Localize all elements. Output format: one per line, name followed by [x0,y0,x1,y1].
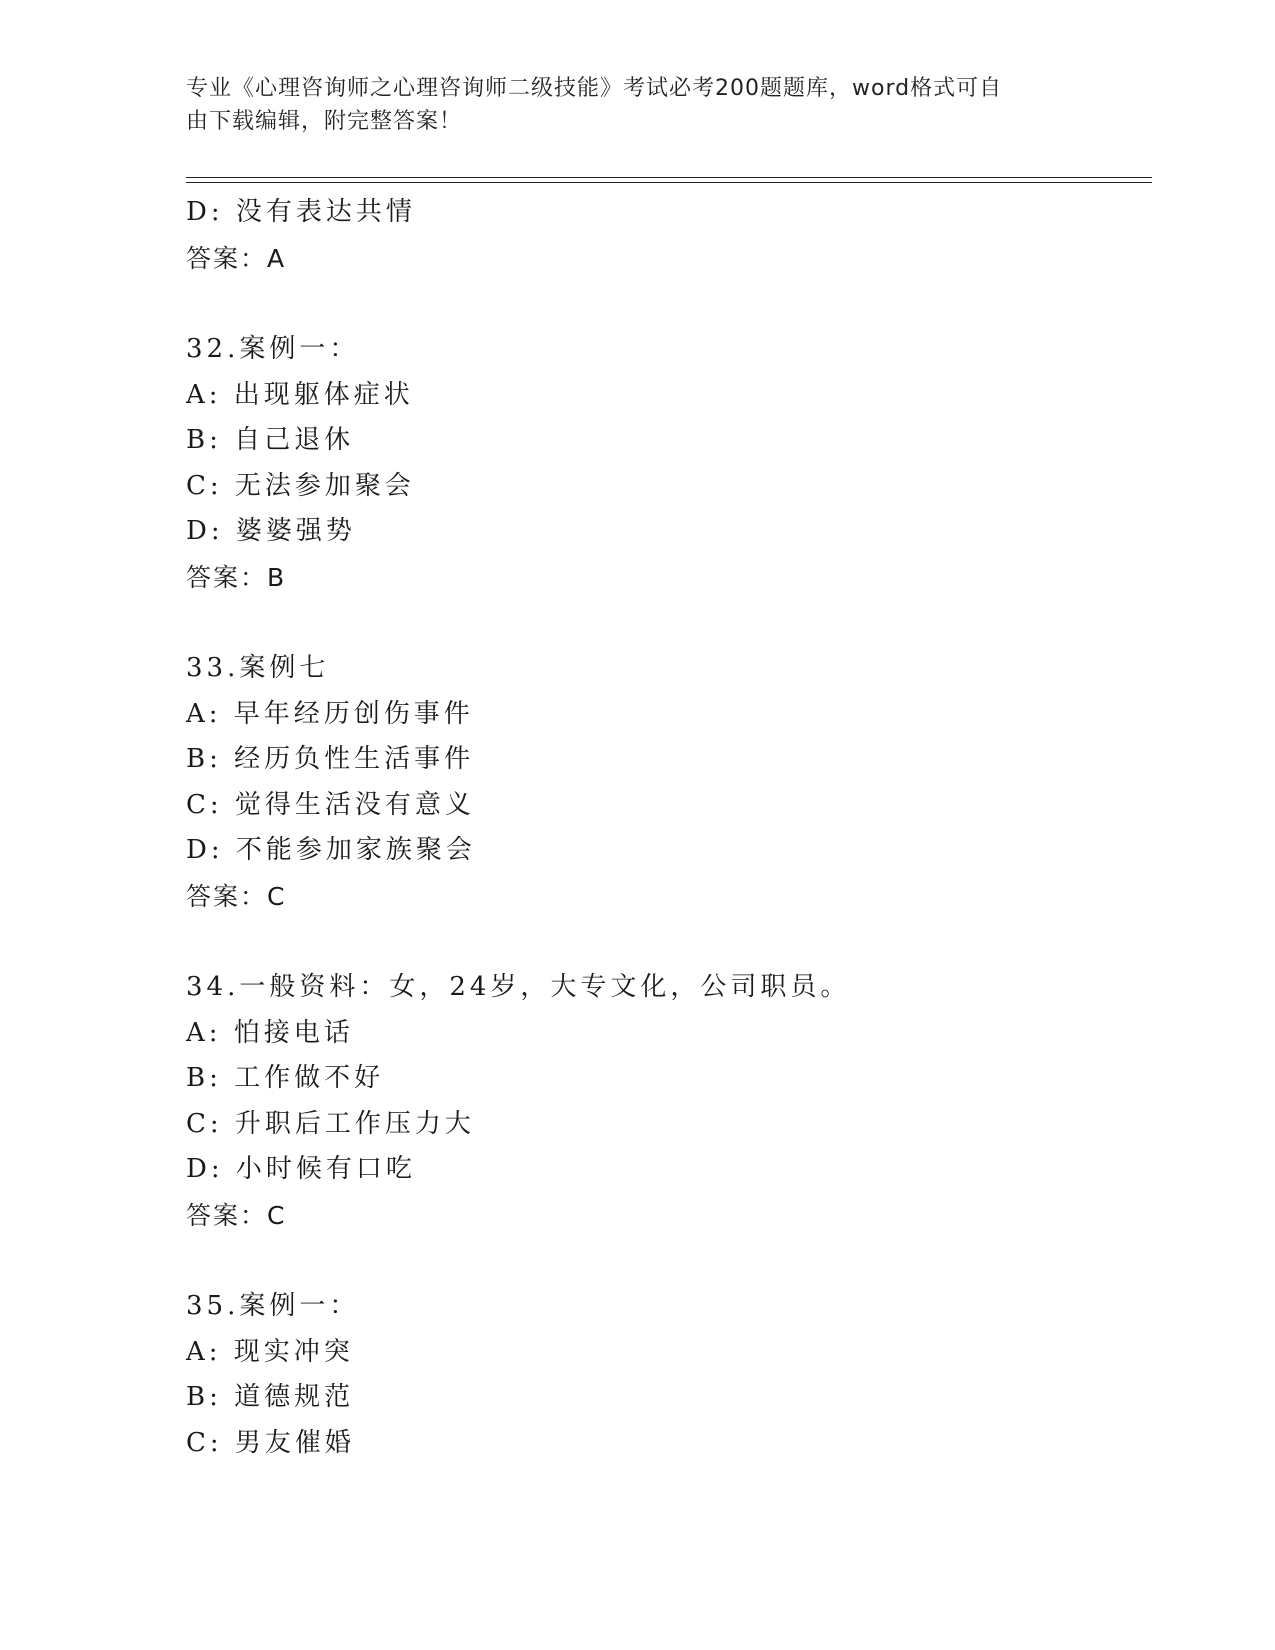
document-header [186,72,1066,138]
answer: 答案：B [186,562,287,592]
spacer [186,1238,1146,1284]
option-c: C: 男友催婚 [186,1427,355,1458]
question-stem: 34.一般资料：女，24岁，大专文化，公司职员。 [186,972,851,1002]
spacer [186,281,1146,327]
answer: 答案：A [186,243,287,273]
option-c: C: 无法参加聚会 [186,470,415,501]
header-rule-bottom [186,182,1152,183]
header-rule-top [186,177,1152,178]
option-d: D: 不能参加家族聚会 [186,835,476,865]
option-a: A: 现实冲突 [186,1336,354,1367]
option-a: A: 怕接电话 [186,1017,354,1048]
spacer [186,600,1146,646]
spacer [186,919,1146,965]
option-b: B: 经历负性生活事件 [186,744,475,774]
option-c: C: 觉得生活没有意义 [186,789,475,820]
header-line-1: 专业《心理咨询师之心理咨询师二级技能》考试必考200题题库，word格式可自 [186,76,1003,101]
option-a: A: 出现躯体症状 [186,379,414,410]
option-b: B: 自己退休 [186,425,355,455]
option-b: B: 工作做不好 [186,1063,385,1093]
question-stem: 32.案例一： [186,334,360,364]
question-stem: 33.案例七 [186,653,330,683]
question-stem: 35.案例一： [186,1291,360,1321]
header-line-2: 由下载编辑，附完整答案！ [186,109,463,134]
answer: 答案：C [186,881,287,911]
option-d: D: 没有表达共情 [186,197,416,227]
option-a: A: 早年经历创伤事件 [186,698,474,729]
answer: 答案：C [186,1200,287,1230]
option-b: B: 道德规范 [186,1382,355,1412]
option-c: C: 升职后工作压力大 [186,1108,475,1139]
question-list [186,190,1146,1466]
option-d: D: 婆婆强势 [186,516,356,546]
option-d: D: 小时候有口吃 [186,1154,416,1184]
